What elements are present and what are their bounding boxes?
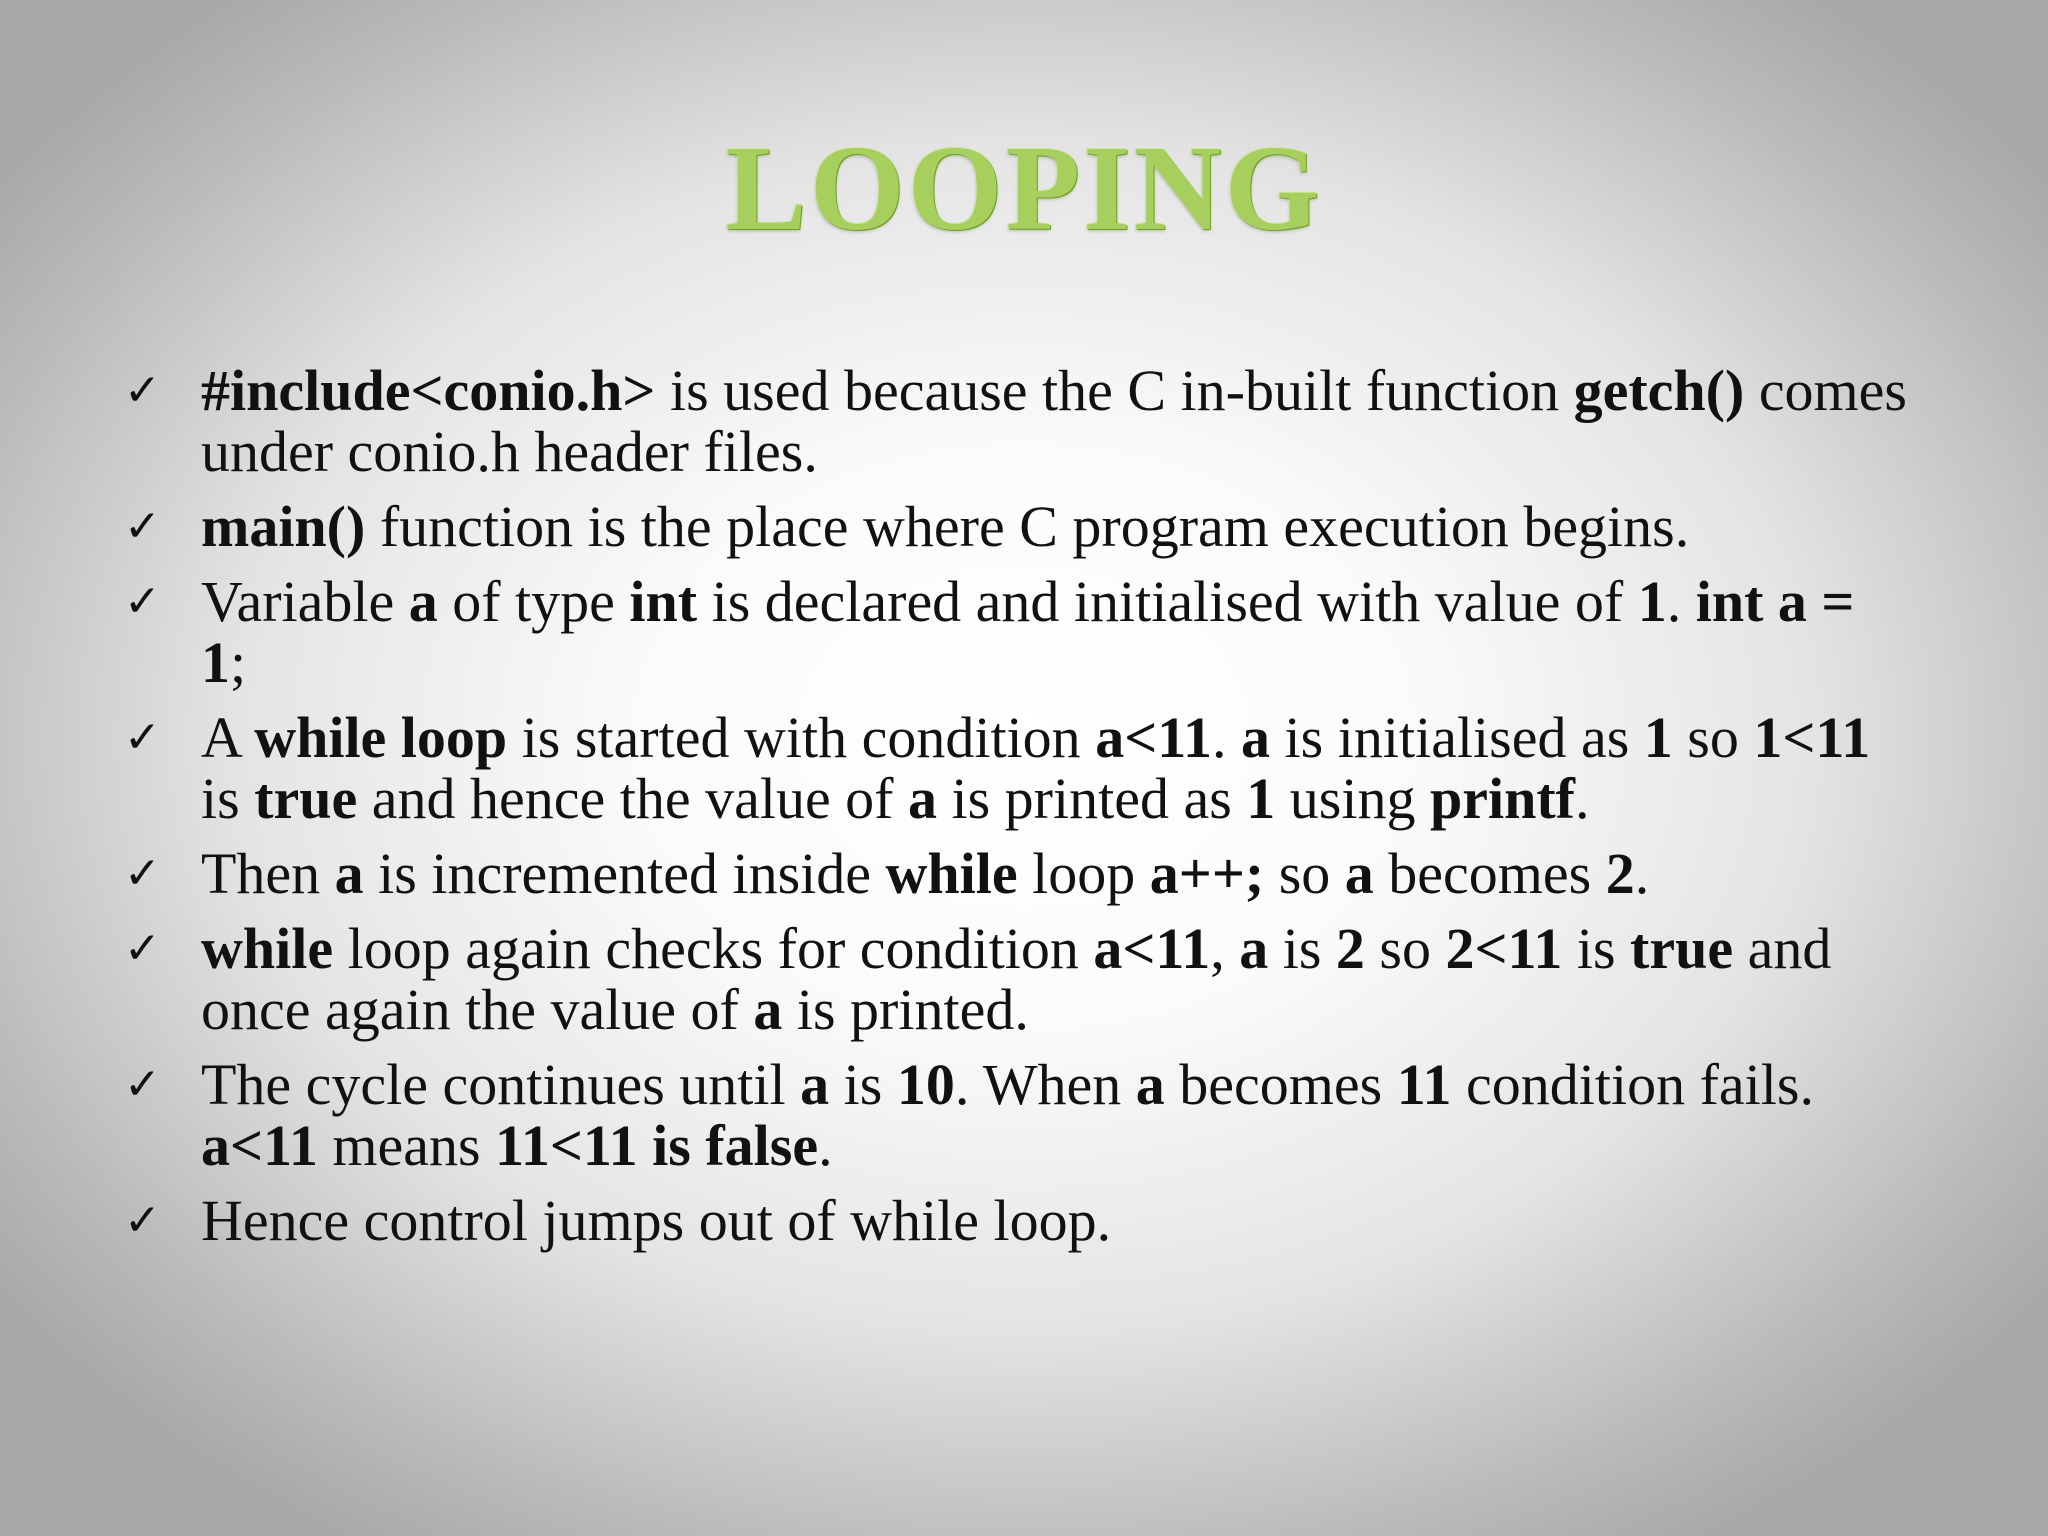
- bullet-text: Hence control jumps out of while loop.: [201, 1188, 1112, 1253]
- bullet-bold-text: 1: [1246, 766, 1276, 831]
- bullet-bold-text: a: [334, 841, 364, 906]
- bullet-bold-text: 2<11: [1445, 916, 1563, 981]
- bullet-bold-text: 10: [896, 1052, 955, 1117]
- bullet-text: so: [1264, 841, 1345, 906]
- checkmark-icon: ✓: [124, 1059, 161, 1110]
- bullet-bold-text: 1: [1643, 705, 1673, 770]
- bullet-text: is printed.: [782, 977, 1029, 1042]
- bullet-text: is used because the C in-built function: [655, 358, 1574, 423]
- bullet-bold-text: while: [201, 916, 334, 981]
- bullet-bold-text: int a = 1: [201, 569, 1855, 695]
- bullet-bold-text: a: [753, 977, 783, 1042]
- bullet-text: .: [1574, 766, 1590, 831]
- bullet-item: [120, 496, 1910, 557]
- bullet-item: [120, 571, 1910, 693]
- bullet-text: .: [1634, 841, 1650, 906]
- bullet-bold-text: a<11: [201, 1113, 318, 1178]
- bullet-text: comes under conio.h header files.: [201, 358, 1907, 484]
- bullet-item: [120, 1054, 1910, 1176]
- slide-title: LOOPING: [725, 121, 1323, 256]
- bullet-bold-text: while loop: [254, 705, 508, 770]
- bullet-text: using: [1275, 766, 1430, 831]
- bullet-bold-text: 1: [1637, 569, 1667, 634]
- bullet-bold-text: a: [1239, 916, 1269, 981]
- bullet-text: is declared and initialised with value of: [697, 569, 1638, 634]
- bullet-text: Variable: [201, 569, 409, 634]
- bullet-list: [120, 360, 1910, 1265]
- bullet-text: so: [1364, 916, 1446, 981]
- bullet-bold-text: a: [408, 569, 438, 634]
- bullet-text: loop: [1017, 841, 1150, 906]
- bullet-bold-text: true: [1630, 916, 1734, 981]
- bullet-text: condition fails.: [1451, 1052, 1814, 1117]
- bullet-bold-text: 2: [1605, 841, 1635, 906]
- bullet-text: and hence the value of: [357, 766, 908, 831]
- bullet-text: is initialised as: [1270, 705, 1644, 770]
- bullet-text: Then: [201, 841, 335, 906]
- bullet-text: of type: [437, 569, 630, 634]
- bullet-item: [120, 707, 1910, 829]
- bullet-text: means: [317, 1113, 496, 1178]
- bullet-text: is printed as: [937, 766, 1247, 831]
- checkmark-icon: ✓: [124, 848, 161, 899]
- bullet-text: becomes: [1373, 841, 1606, 906]
- bullet-text: .: [1666, 569, 1696, 634]
- bullet-item: [120, 843, 1910, 904]
- bullet-item: [120, 360, 1910, 482]
- bullet-bold-text: a++;: [1149, 841, 1265, 906]
- bullet-bold-text: 11: [1396, 1052, 1452, 1117]
- bullet-text: is incremented inside: [363, 841, 886, 906]
- bullet-text: is: [1268, 916, 1336, 981]
- bullet-text: so: [1672, 705, 1754, 770]
- checkmark-icon: ✓: [124, 1195, 161, 1246]
- bullet-item: [120, 918, 1910, 1040]
- bullet-bold-text: 1<11: [1753, 705, 1871, 770]
- checkmark-icon: ✓: [124, 576, 161, 627]
- bullet-bold-text: getch(): [1573, 358, 1745, 423]
- bullet-bold-text: true: [254, 766, 358, 831]
- bullet-text: function is the place where C program execution begins.: [365, 494, 1690, 559]
- bullet-text: A: [201, 705, 255, 770]
- checkmark-icon: ✓: [124, 365, 161, 416]
- bullet-bold-text: 2: [1335, 916, 1365, 981]
- bullet-text: The cycle continues until: [201, 1052, 801, 1117]
- bullet-bold-text: a: [1135, 1052, 1165, 1117]
- bullet-text: ;: [230, 630, 247, 695]
- checkmark-icon: ✓: [124, 501, 161, 552]
- bullet-bold-text: #include<conio.h>: [201, 358, 656, 423]
- bullet-text: is: [201, 766, 255, 831]
- bullet-bold-text: int: [629, 569, 698, 634]
- bullet-text: is started with condition: [507, 705, 1096, 770]
- bullet-bold-text: 11<11 is false: [495, 1113, 819, 1178]
- bullet-bold-text: while: [885, 841, 1018, 906]
- bullet-bold-text: a: [1241, 705, 1271, 770]
- bullet-text: is: [1562, 916, 1631, 981]
- bullet-text: loop again checks for condition: [333, 916, 1094, 981]
- checkmark-icon: ✓: [124, 923, 161, 974]
- bullet-text: . When: [954, 1052, 1136, 1117]
- checkmark-icon: ✓: [124, 712, 161, 763]
- bullet-bold-text: a<11: [1095, 705, 1213, 770]
- bullet-bold-text: a<11: [1093, 916, 1211, 981]
- bullet-text: .: [818, 1113, 833, 1178]
- bullet-bold-text: a: [1344, 841, 1374, 906]
- bullet-text: and once again the value of: [201, 916, 1832, 1042]
- bullet-bold-text: a: [800, 1052, 830, 1117]
- bullet-text: becomes: [1164, 1052, 1397, 1117]
- bullet-bold-text: a: [908, 766, 937, 831]
- bullet-item: [120, 1190, 1910, 1251]
- bullet-text: is: [829, 1052, 897, 1117]
- bullet-text: .: [1212, 705, 1242, 770]
- bullet-text: ,: [1210, 916, 1240, 981]
- bullet-bold-text: printf: [1429, 766, 1575, 831]
- bullet-bold-text: main(): [201, 494, 366, 559]
